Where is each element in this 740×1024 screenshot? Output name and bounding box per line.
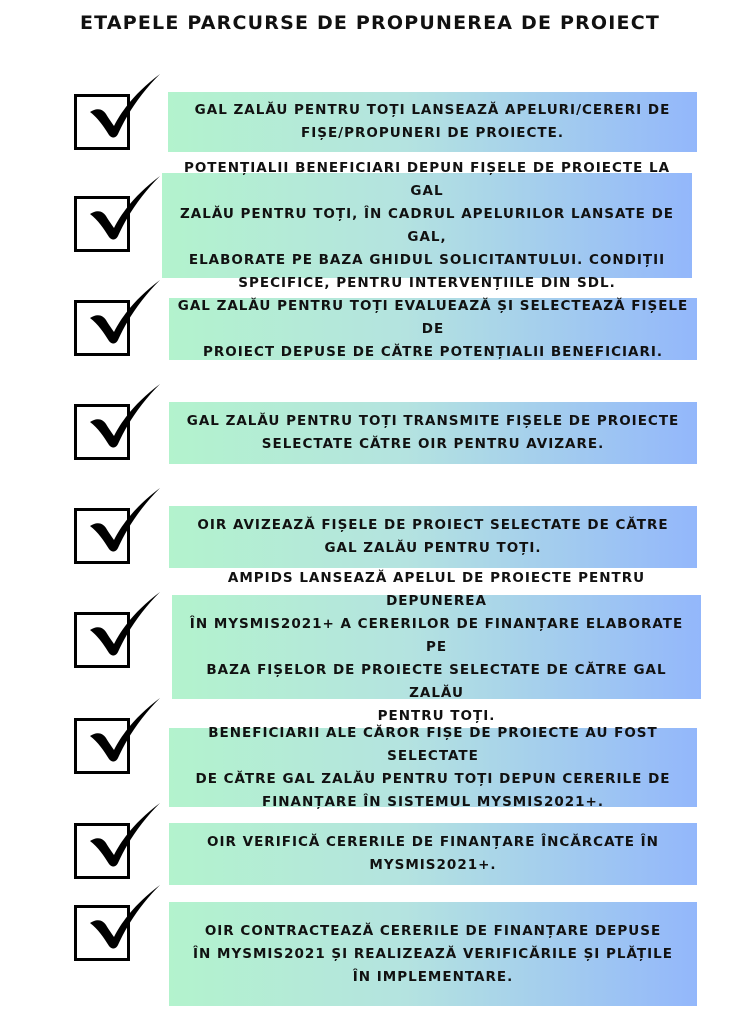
step-text-line: SELECTATE CĂTRE OIR PENTRU AVIZARE. [261,436,605,452]
checkmark-icon [86,801,162,877]
step-text-line: OIR VERIFICĂ CERERILE DE FINANȚARE ÎNCĂRCATE ÎN [207,834,659,850]
step-text-box [169,298,697,360]
step-text-line: BAZA FIȘELOR DE PROIECTE SELECTATE DE CĂTRE GAL ZALĂU [206,661,667,701]
step-text [207,831,659,877]
step-text-line: ÎN MYSMIS2021 ȘI REALIZEAZĂ VERIFICĂRILE ȘI PLĂȚILE [193,945,673,962]
step-text [195,99,671,145]
step-text-line: DE CĂTRE GAL ZALĂU PENTRU TOȚI DEPUN CERERILE DE [195,770,671,787]
step-text-box [162,159,692,291]
checkmark-icon [86,174,162,250]
step-text-line: ELABORATE PE BAZA GHIDUL SOLICITANTULUI. CONDIȚII [188,251,666,268]
step-text-line: MYSMIS2021+. [369,857,497,873]
step-text-box [169,506,697,568]
step-text-box [169,402,697,464]
step-text-line: FIȘE/PROPUNERI DE PROIECTE. [300,125,564,141]
step-text-line: FINANȚARE ÎN SISTEMUL MYSMIS2021+. [261,793,604,810]
step-text-line: ÎN MYSMIS2021+ A CERERILOR DE FINANȚARE ELABORATE PE [189,615,684,655]
checkmark-icon [86,590,162,666]
page-title: ETAPELE PARCURSE DE PROPUNEREA DE PROIECT [79,12,661,34]
step-text [187,410,680,456]
step-text [177,295,689,364]
step-text-box [168,92,697,152]
step-text [193,920,673,989]
step-text-line: BENEFICIARII ALE CĂROR FIȘE DE PROIECTE AU FOST SELECTATE [208,724,658,764]
step-text-line: SPECIFICE, PENTRU INTERVENȚIILE DIN SDL. [238,274,616,291]
step-text-line: GAL ZALĂU PENTRU TOȚI EVALUEAZĂ ȘI SELECTEAZĂ FIȘELE DE [177,297,689,337]
checkmark-icon [86,278,162,354]
step-text-box [169,823,697,885]
step-text-line: OIR AVIZEAZĂ FIȘELE DE PROIECT SELECTATE DE CĂTRE [197,517,669,533]
checkmark-icon [86,382,162,458]
step-text-line: POTENȚIALII BENEFICIARI DEPUN FIȘELE DE PROIECTE LA GAL [183,159,671,199]
step-text-line: OIR CONTRACTEAZĂ CERERILE DE FINANȚARE DEPUSE [204,922,662,939]
step-text-box [169,724,697,810]
checkmark-icon [86,486,162,562]
step-text-line: ZALĂU PENTRU TOȚI, ÎN CADRUL APELURILOR LANSATE DE GAL, [180,205,674,245]
step-text [197,514,668,560]
step-text [170,157,684,295]
checkmark-icon [86,72,162,148]
step-text-line: PENTRU TOȚI. [377,707,496,724]
step-text-line: GAL ZALĂU PENTRU TOȚI. [324,540,542,556]
step-text [177,722,689,814]
step-text-box [169,902,697,1006]
step-text-line: ÎN IMPLEMENTARE. [352,968,514,985]
step-text [180,567,693,728]
checkmark-icon [86,696,162,772]
checkmark-icon [86,883,162,959]
step-text-line: GAL ZALĂU PENTRU TOȚI LANSEAZĂ APELURI/CERERI DE [194,102,671,118]
step-text-line: GAL ZALĂU PENTRU TOȚI TRANSMITE FIȘELE DE PROIECTE [186,413,680,429]
step-text-line: AMPIDS LANSEAZĂ APELUL DE PROIECTE PENTRU DEPUNEREA [227,569,646,609]
step-text-box [172,569,701,724]
step-text-line: PROIECT DEPUSE DE CĂTRE POTENȚIALII BENEFICIARI. [202,343,664,360]
